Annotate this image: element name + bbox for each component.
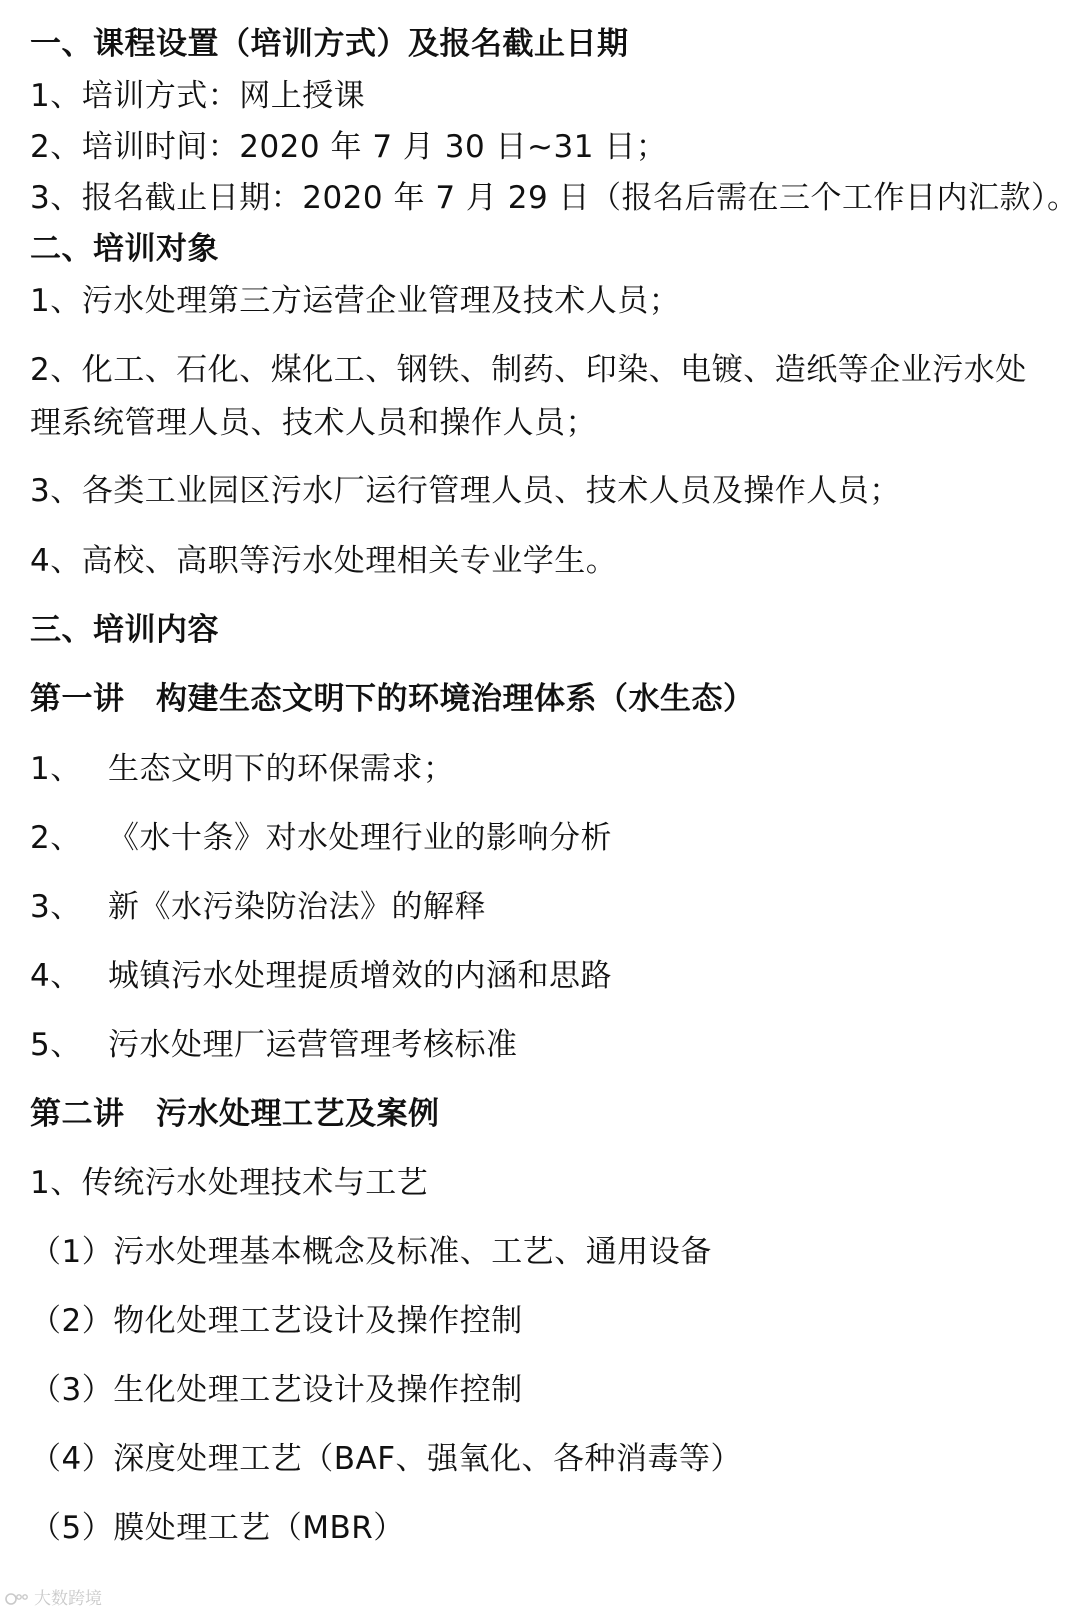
watermark-logo-icon [4, 1591, 30, 1607]
section-heading-training-target: 二、培训对象 [30, 231, 219, 267]
lecture-item [30, 749, 455, 789]
list-item: 1、培训方式：网上授课 [30, 78, 366, 114]
list-item: 2、化工、石化、煤化工、钢铁、制药、印染、电镀、造纸等企业污水处 [30, 352, 1027, 388]
item-number: 2、 [30, 820, 82, 856]
lecture-item [30, 1025, 518, 1065]
item-text: 《水十条》对水处理行业的影响分析 [108, 820, 612, 856]
list-item-continued: 理系统管理人员、技术人员和操作人员； [30, 405, 597, 441]
lecture-subitem: （2）物化处理工艺设计及操作控制 [30, 1303, 523, 1339]
item-text: 城镇污水处理提质增效的内涵和思路 [108, 958, 612, 994]
watermark-text: 大数跨境 [34, 1589, 102, 1609]
item-number: 1、 [30, 751, 82, 787]
lecture-item [30, 956, 612, 996]
item-text: 污水处理厂运营管理考核标准 [108, 1027, 518, 1063]
watermark [4, 1588, 102, 1610]
lecture-title: 第二讲 污水处理工艺及案例 [30, 1096, 440, 1132]
item-text: 新《水污染防治法》的解释 [108, 889, 486, 925]
list-item: 3、各类工业园区污水厂运行管理人员、技术人员及操作人员； [30, 473, 901, 509]
item-number: 3、 [30, 889, 82, 925]
section-heading-training-content: 三、培训内容 [30, 612, 219, 648]
lecture-item: 1、传统污水处理技术与工艺 [30, 1165, 429, 1201]
item-number: 5、 [30, 1027, 82, 1063]
lecture-subitem: （4）深度处理工艺（BAF、强氧化、各种消毒等） [30, 1441, 743, 1477]
item-number: 4、 [30, 958, 82, 994]
lecture-item [30, 818, 612, 858]
list-item: 3、报名截止日期：2020 年 7 月 29 日（报名后需在三个工作日内汇款）。 [30, 180, 1079, 216]
lecture-subitem: （1）污水处理基本概念及标准、工艺、通用设备 [30, 1234, 712, 1270]
lecture-title: 第一讲 构建生态文明下的环境治理体系（水生态） [30, 681, 755, 717]
lecture-subitem: （5）膜处理工艺（MBR） [30, 1510, 405, 1546]
lecture-subitem: （3）生化处理工艺设计及操作控制 [30, 1372, 523, 1408]
lecture-item [30, 887, 486, 927]
list-item: 2、培训时间：2020 年 7 月 30 日~31 日； [30, 129, 668, 165]
list-item: 4、高校、高职等污水处理相关专业学生。 [30, 543, 618, 579]
list-item: 1、污水处理第三方运营企业管理及技术人员； [30, 283, 681, 319]
section-heading-course-setup: 一、课程设置（培训方式）及报名截止日期 [30, 26, 629, 62]
item-text: 生态文明下的环保需求； [108, 751, 455, 787]
